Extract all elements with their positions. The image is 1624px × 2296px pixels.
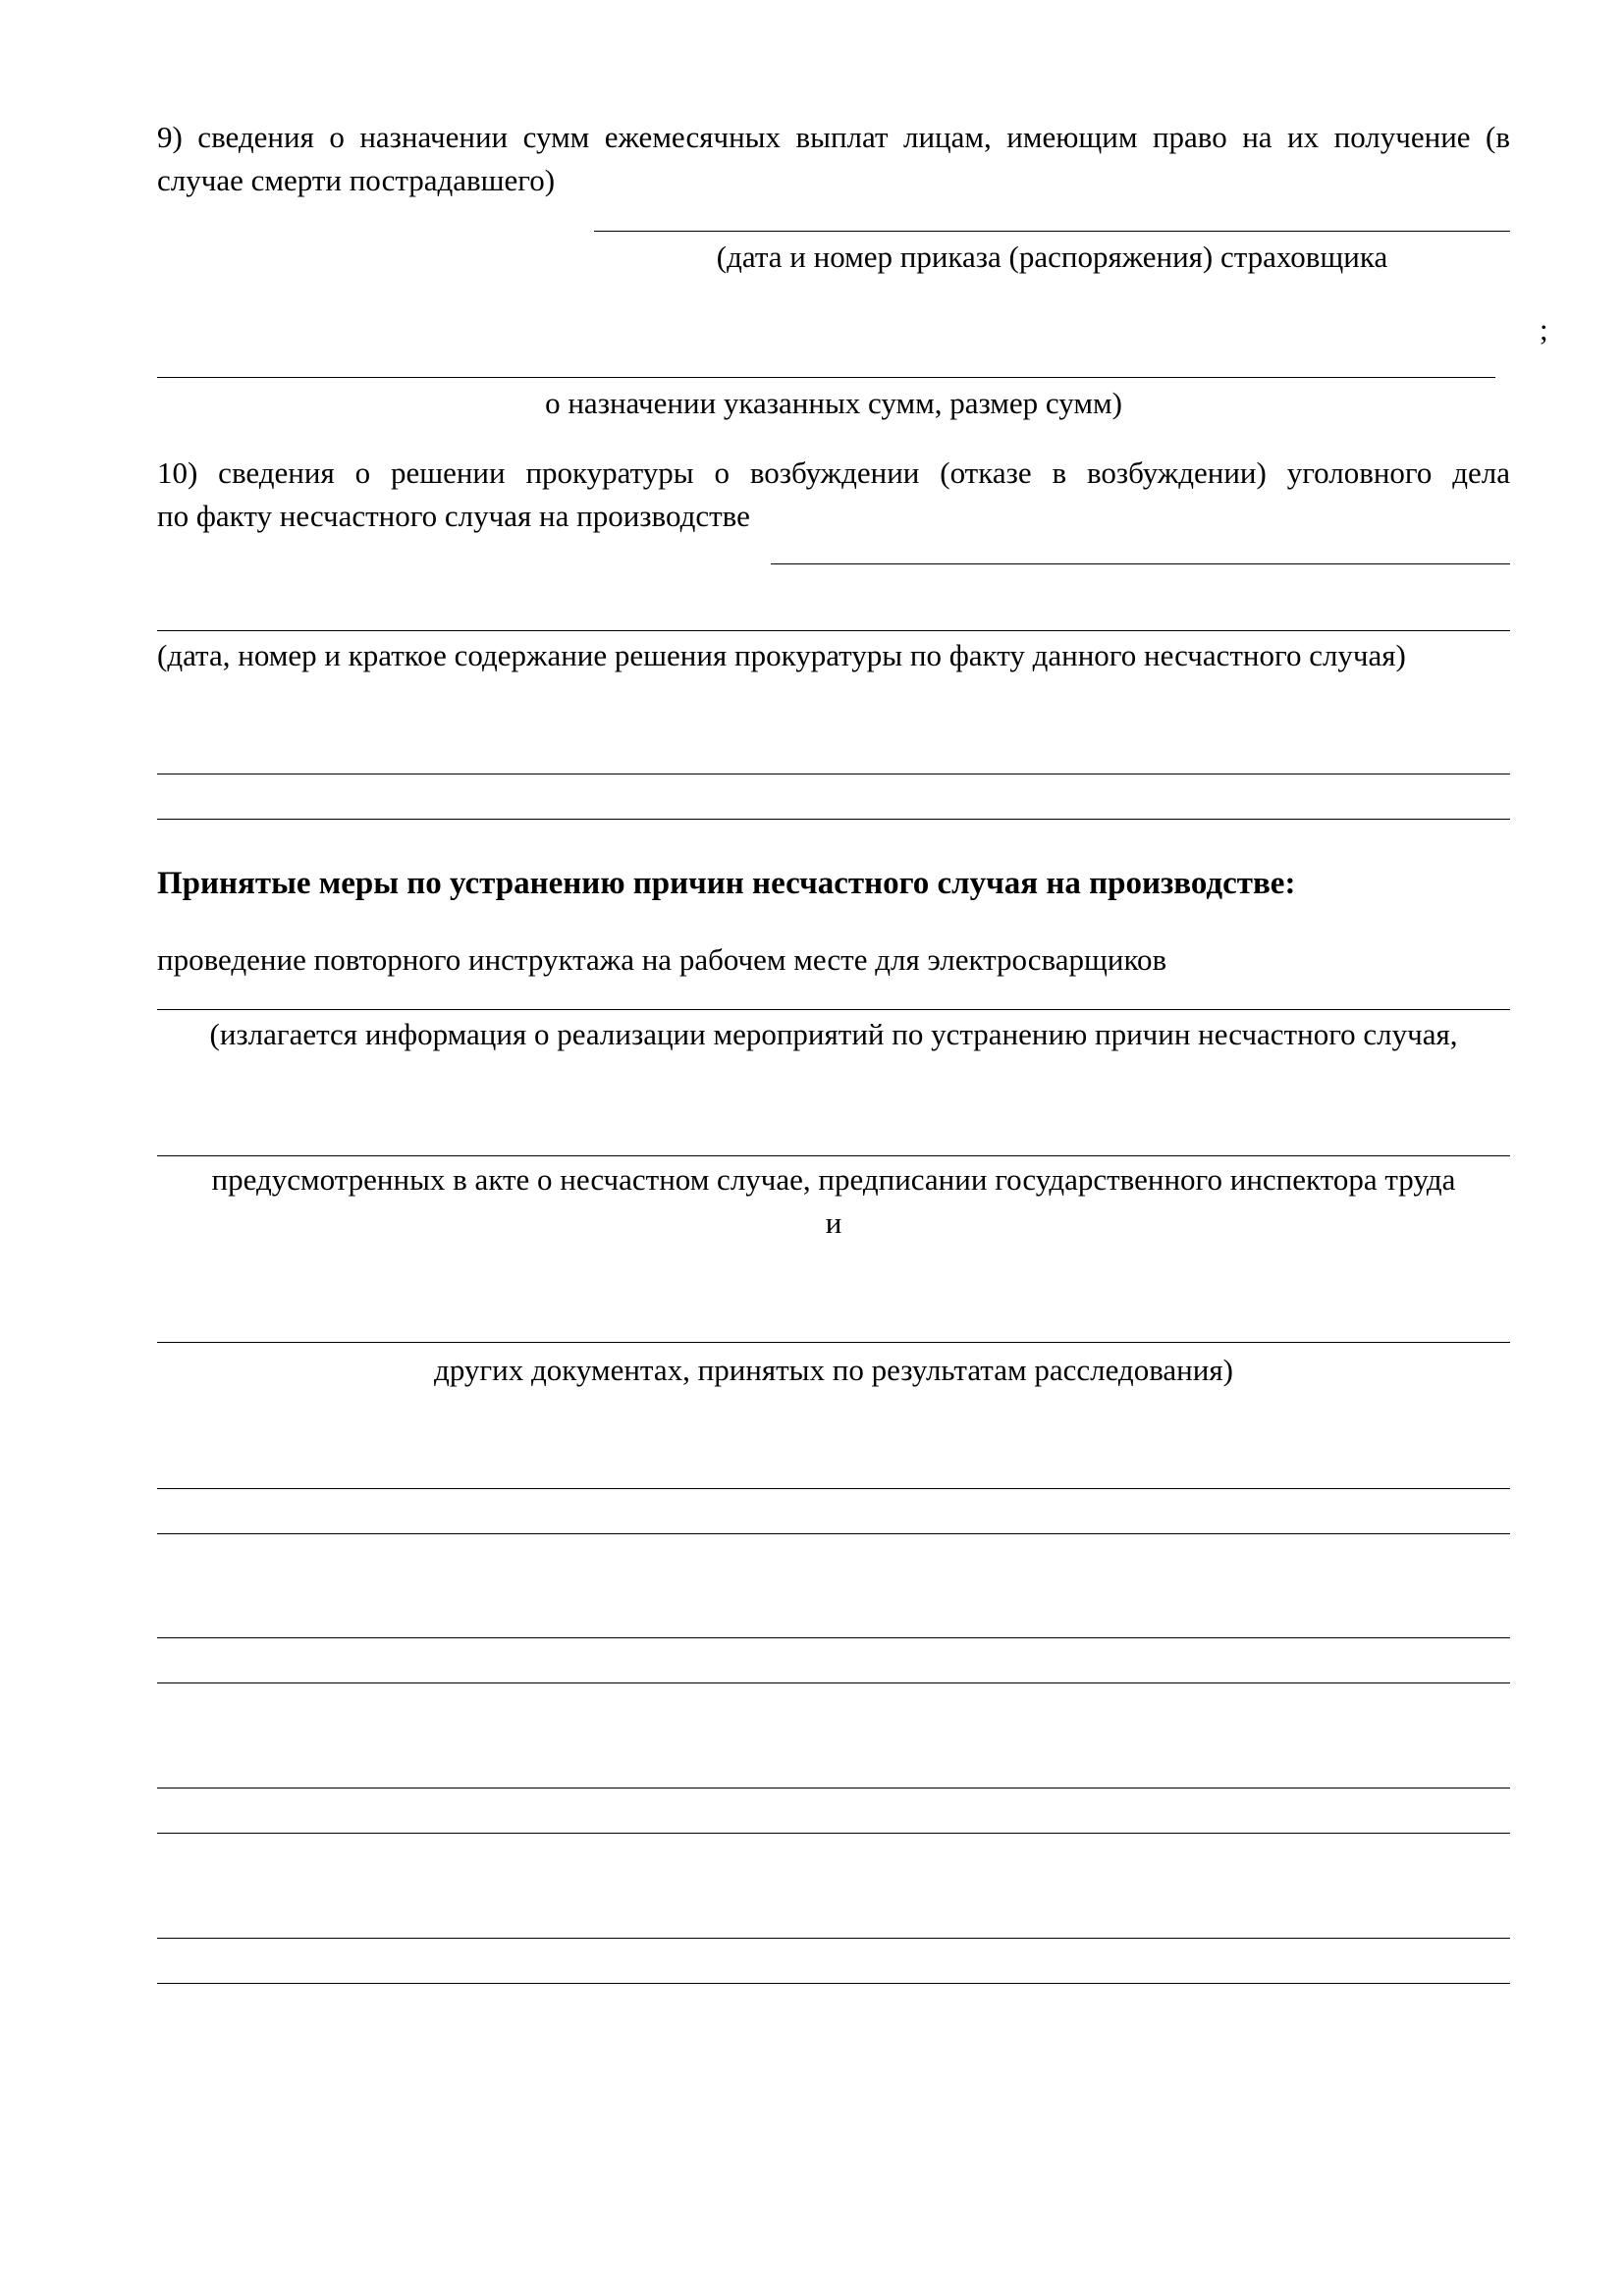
measures-caption-3: других документах, принятых по результатам расследования) xyxy=(434,1353,1233,1387)
item10-blank-line-2[interactable] xyxy=(157,819,1510,820)
blank-line-7[interactable] xyxy=(157,1938,1510,1939)
measures-caption-2-line2: и xyxy=(825,1205,842,1240)
measures-caption-1: (излагается информация о реализации мероприятий по устранению причин несчастного случая, xyxy=(209,1017,1458,1051)
item10-field-line-1[interactable] xyxy=(771,563,1510,564)
item9-order-field-line[interactable] xyxy=(594,231,1510,232)
item9-semicolon: ; xyxy=(1540,312,1548,347)
item9-order-caption: (дата и номер приказа (распоряжения) страховщика xyxy=(716,240,1388,274)
measures-heading: Принятые меры по устранению причин несчастного случая на производстве: xyxy=(157,866,1296,901)
measures-field-line-2[interactable] xyxy=(157,1155,1510,1156)
measures-field-line-3[interactable] xyxy=(157,1342,1510,1343)
item10-field-line-2[interactable] xyxy=(157,630,1510,631)
item10-text-line2: по факту несчастного случая на производстве xyxy=(157,499,750,533)
measures-field-line-1[interactable] xyxy=(157,1009,1510,1010)
item9-amounts-caption: о назначении указанных сумм, размер сумм) xyxy=(545,386,1122,420)
blank-line-8[interactable] xyxy=(157,1983,1510,1984)
blank-line-4[interactable] xyxy=(157,1682,1510,1683)
measures-filled-value: проведение повторного инструктажа на рабочем месте для электросварщиков xyxy=(157,942,1167,977)
blank-line-1[interactable] xyxy=(157,1488,1510,1489)
item10-caption: (дата, номер и краткое содержание решения прокуратуры по факту данного несчастного случая) xyxy=(157,638,1406,672)
item10-text-line1: 10) сведения о решении прокуратуры о возбуждении (отказе в возбуждении) уголовного дела xyxy=(157,455,1510,490)
item9-amounts-field-line[interactable] xyxy=(157,377,1495,378)
item9-text-line2: случае смерти пострадавшего) xyxy=(157,163,556,197)
blank-line-5[interactable] xyxy=(157,1788,1510,1789)
blank-line-6[interactable] xyxy=(157,1833,1510,1834)
measures-caption-2-line1: предусмотренных в акте о несчастном случае, предписании государственного инспектора труда xyxy=(211,1162,1456,1197)
blank-line-3[interactable] xyxy=(157,1637,1510,1638)
blank-line-2[interactable] xyxy=(157,1533,1510,1534)
item9-text-line1: 9) сведения о назначении сумм ежемесячных выплат лицам, имеющим право на их получение (в xyxy=(157,120,1510,154)
